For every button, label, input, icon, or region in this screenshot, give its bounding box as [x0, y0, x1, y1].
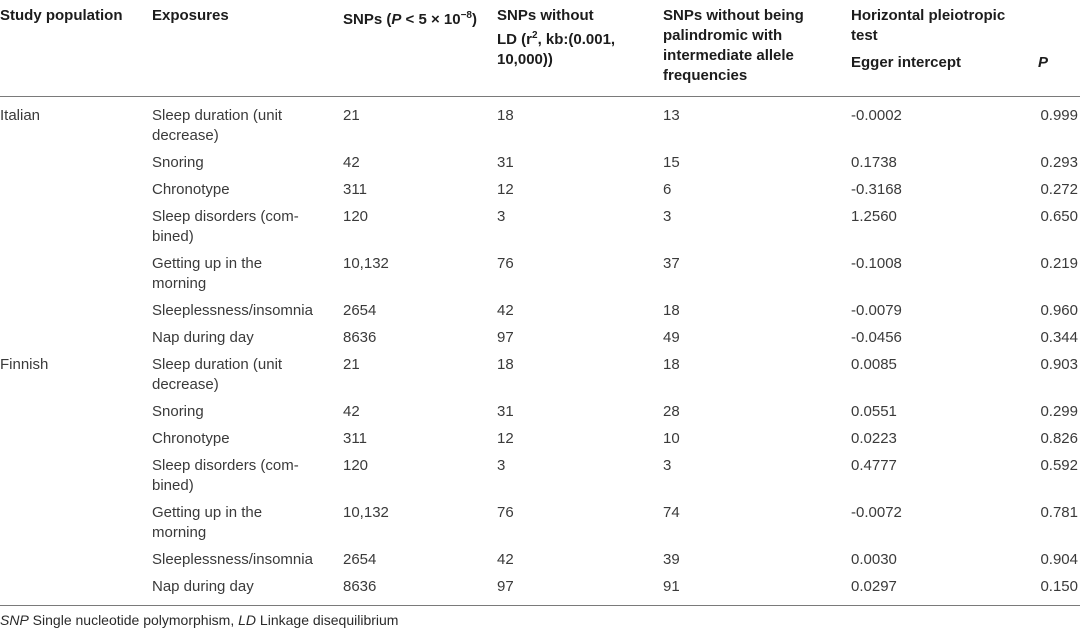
exposure-line: Nap during day — [152, 329, 254, 346]
snps-without-ld-cell: 12 — [497, 181, 514, 198]
snps-without-ld-cell: 31 — [497, 154, 514, 171]
exposure-cell — [152, 301, 313, 321]
snps-cell: 21 — [343, 107, 360, 124]
snps-cell: 42 — [343, 154, 360, 171]
p-value-cell: 0.826 — [1040, 430, 1078, 447]
exposure-cell — [152, 106, 282, 146]
exposure-line: decrease) — [152, 376, 219, 393]
exposure-cell — [152, 254, 262, 294]
snps-without-palindromic-cell: 15 — [663, 154, 680, 171]
egger-intercept-cell: -0.0002 — [851, 107, 902, 124]
exposure-cell — [152, 577, 254, 597]
p-value-cell: 0.272 — [1040, 181, 1078, 198]
snps-without-ld-cell: 76 — [497, 255, 514, 272]
header-egger-intercept: Egger intercept — [851, 54, 962, 71]
exposure-cell — [152, 328, 254, 348]
snps-without-palindromic-cell: 10 — [663, 430, 680, 447]
p-value-cell: 0.592 — [1040, 457, 1078, 474]
p-value-cell: 0.293 — [1040, 154, 1078, 171]
exposure-line: Sleep duration (unit — [152, 356, 283, 373]
egger-intercept-cell: 0.0551 — [851, 403, 897, 420]
header-study-population: Study population — [0, 7, 123, 24]
header-horizontal-pleiotropic: Horizontal pleiotropic test — [851, 7, 1006, 44]
snps-without-palindromic-cell: 18 — [663, 302, 680, 319]
exposure-cell — [152, 503, 262, 543]
bottom-rule — [0, 605, 1080, 606]
snps-cell: 10,132 — [343, 504, 389, 521]
egger-intercept-cell: -0.0072 — [851, 504, 902, 521]
exposure-line: Getting up in the — [152, 255, 263, 272]
snps-without-palindromic-cell: 13 — [663, 107, 680, 124]
snps-without-ld-cell: 18 — [497, 356, 514, 373]
exposure-line: bined) — [152, 477, 194, 494]
exposure-line: Snoring — [152, 154, 204, 171]
p-value-cell: 0.650 — [1040, 208, 1078, 225]
exposure-line: morning — [152, 524, 207, 541]
header-p: P — [1038, 54, 1049, 71]
snps-cell: 120 — [343, 208, 369, 225]
p-value-cell: 0.781 — [1040, 504, 1078, 521]
snps-without-ld-cell: 18 — [497, 107, 514, 124]
snps-without-ld-cell: 12 — [497, 430, 514, 447]
snps-without-palindromic-cell: 3 — [663, 208, 672, 225]
snps-without-palindromic-cell: 6 — [663, 181, 672, 198]
p-value-cell: 0.960 — [1040, 302, 1078, 319]
snps-without-ld-cell: 97 — [497, 329, 514, 346]
exposure-line: Getting up in the — [152, 504, 263, 521]
header-exposures: Exposures — [152, 7, 229, 24]
p-value-cell: 0.219 — [1040, 255, 1078, 272]
exposure-cell — [152, 456, 299, 496]
snps-without-ld-cell: 42 — [497, 551, 514, 568]
egger-intercept-cell: 1.2560 — [851, 208, 897, 225]
snps-cell: 42 — [343, 403, 360, 420]
p-value-cell: 0.150 — [1040, 578, 1078, 595]
egger-intercept-cell: -0.3168 — [851, 181, 902, 198]
exposure-line: Sleep disorders (com- — [152, 208, 299, 225]
exposure-line: Chronotype — [152, 430, 230, 447]
header-snps-without-palindromic: SNPs without being palindromic with intermediate allele frequencies — [663, 7, 804, 84]
egger-intercept-cell: 0.4777 — [851, 457, 897, 474]
exposure-cell — [152, 402, 204, 422]
snps-cell: 120 — [343, 457, 369, 474]
exposure-cell — [152, 355, 282, 395]
exposure-cell — [152, 153, 204, 173]
header-snps: SNPs $(P < 5 \times 10^{-8})$ — [343, 10, 477, 28]
snps-cell: 311 — [343, 181, 367, 198]
header-rule — [0, 96, 1080, 97]
exposure-line: Snoring — [152, 403, 204, 420]
snps-cell: 8636 — [343, 578, 377, 595]
study-population-label: Finnish — [0, 356, 49, 373]
exposure-cell — [152, 550, 313, 570]
snps-without-palindromic-cell: 18 — [663, 356, 680, 373]
snps-without-palindromic-cell: 28 — [663, 403, 680, 420]
snps-without-ld-cell: 42 — [497, 302, 514, 319]
p-value-cell: 0.904 — [1040, 551, 1078, 568]
snps-cell: 21 — [343, 356, 360, 373]
exposure-cell — [152, 180, 230, 200]
egger-intercept-cell: 0.0223 — [851, 430, 897, 447]
snps-without-palindromic-cell: 74 — [663, 504, 680, 521]
snps-without-palindromic-cell: 39 — [663, 551, 680, 568]
snps-without-ld-cell: 76 — [497, 504, 514, 521]
snps-cell: 2654 — [343, 551, 377, 568]
p-value-cell: 0.299 — [1040, 403, 1078, 420]
exposure-line: decrease) — [152, 127, 219, 144]
snps-without-ld-cell: 31 — [497, 403, 514, 420]
egger-intercept-cell: -0.1008 — [851, 255, 902, 272]
exposure-cell — [152, 429, 230, 449]
p-value-cell: 0.999 — [1040, 107, 1078, 124]
snps-without-ld-cell: 3 — [497, 208, 506, 225]
egger-intercept-cell: -0.0079 — [851, 302, 902, 319]
study-population-label: Italian — [0, 107, 41, 124]
exposure-line: morning — [152, 275, 207, 292]
snps-without-palindromic-cell: 3 — [663, 457, 672, 474]
p-value-cell: 0.344 — [1040, 329, 1078, 346]
exposure-line: Chronotype — [152, 181, 230, 198]
egger-intercept-cell: 0.0297 — [851, 578, 897, 595]
egger-intercept-cell: -0.0456 — [851, 329, 902, 346]
p-value-cell: 0.903 — [1040, 356, 1078, 373]
snps-cell: 8636 — [343, 329, 377, 346]
exposure-line: Sleeplessness/insomnia — [152, 302, 313, 319]
exposure-cell — [152, 207, 299, 247]
exposure-line: bined) — [152, 228, 194, 245]
exposure-line: Sleep duration (unit — [152, 107, 283, 124]
snps-cell: 311 — [343, 430, 367, 447]
exposure-line: Sleeplessness/insomnia — [152, 551, 313, 568]
exposure-line: Sleep disorders (com- — [152, 457, 299, 474]
egger-intercept-cell: 0.1738 — [851, 154, 897, 171]
snps-cell: 10,132 — [343, 255, 389, 272]
snps-without-palindromic-cell: 49 — [663, 329, 680, 346]
snps-cell: 2654 — [343, 302, 377, 319]
snps-without-palindromic-cell: 37 — [663, 255, 680, 272]
table-footnote: SNP Single nucleotide polymorphism, LD Linkage disequilibrium — [0, 612, 399, 628]
exposure-line: Nap during day — [152, 578, 254, 595]
snps-without-ld-cell: 97 — [497, 578, 514, 595]
egger-intercept-cell: 0.0085 — [851, 356, 897, 373]
header-snps-without-ld: SNPs without LD ($r^2$, kb:(0.001, 10,000)) — [497, 7, 616, 68]
snps-without-ld-cell: 3 — [497, 457, 506, 474]
snps-without-palindromic-cell: 91 — [663, 578, 680, 595]
egger-intercept-cell: 0.0030 — [851, 551, 897, 568]
